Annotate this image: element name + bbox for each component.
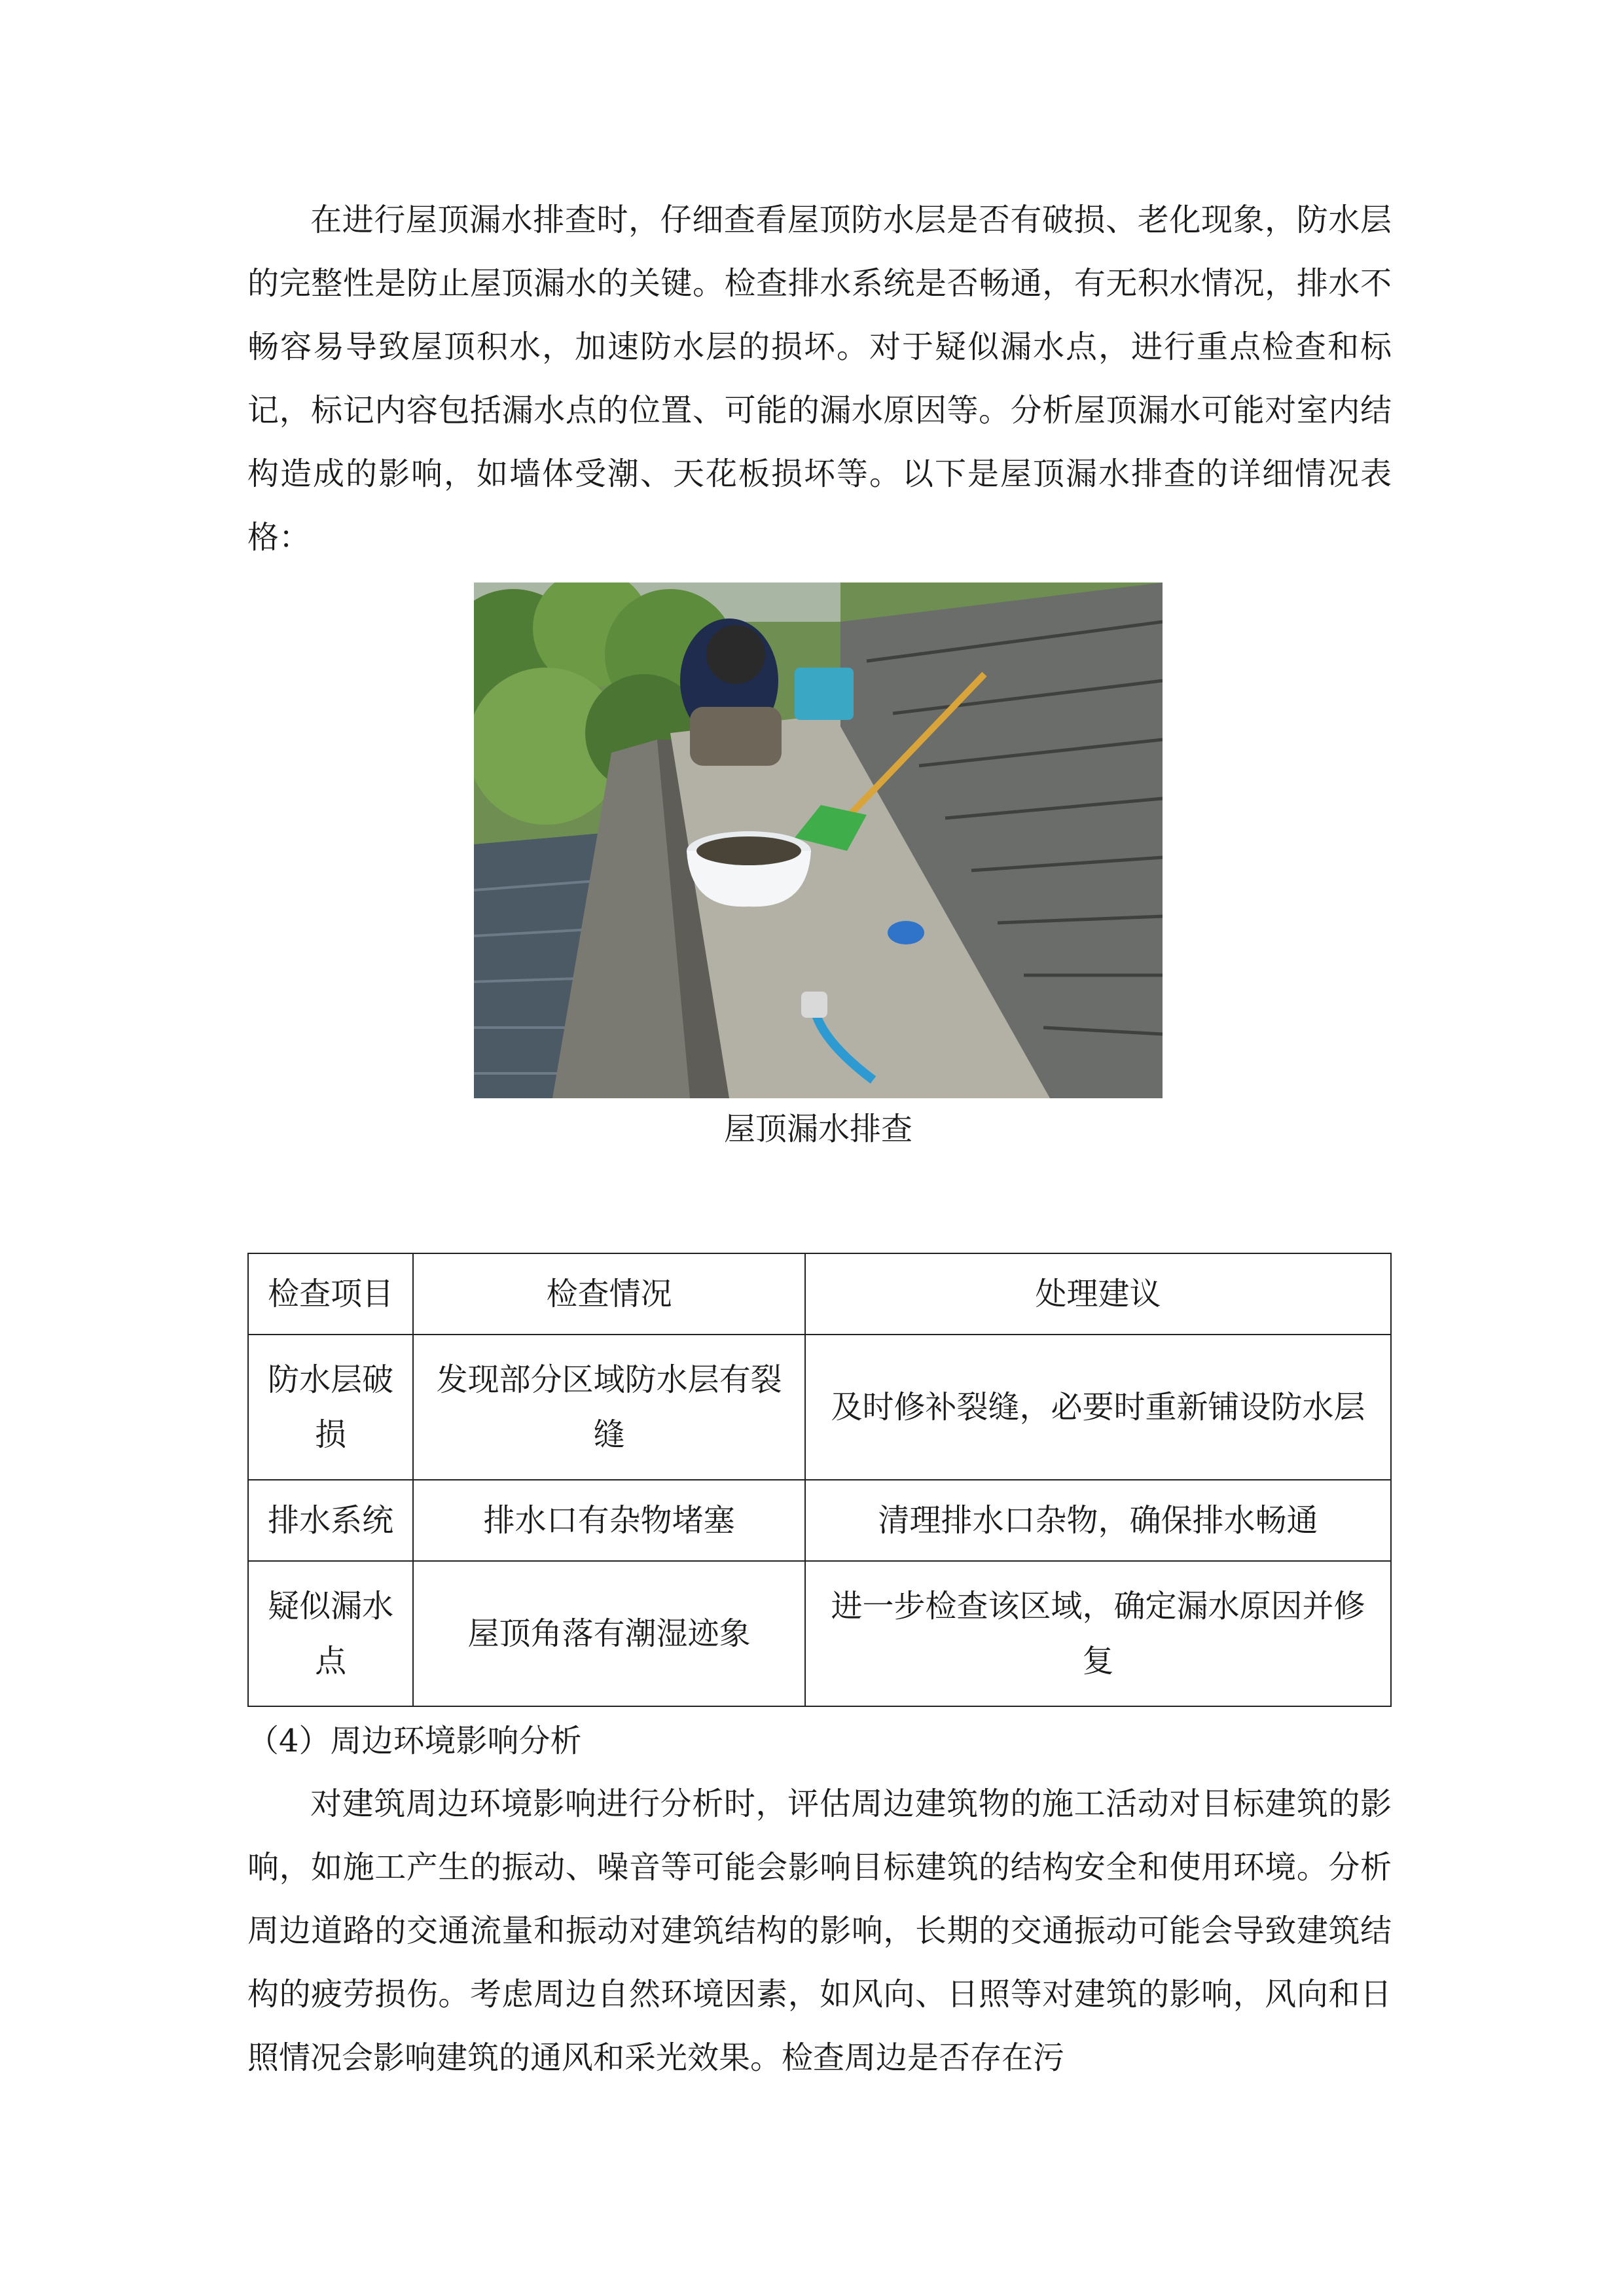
table-cell: 清理排水口杂物，确保排水畅通 xyxy=(805,1480,1391,1561)
table-header-row xyxy=(248,1253,1391,1335)
environment-paragraph: 对建筑周边环境影响进行分析时，评估周边建筑物的施工活动对目标建筑的影响，如施工产生的振动、噪音等可能会影响目标建筑的结构安全和使用环境。分析周边道路的交通流量和振动对建筑结构的影响，长期的交通振动可能会导致建筑结构的疲劳损伤。考虑周边自然环境因素，如风向、日照等对建筑的影响，风向和日照情况会影响建筑的通风和采光效果。检查周边是否存在污 xyxy=(247,1785,1392,2076)
intro-paragraph: 在进行屋顶漏水排查时，仔细查看屋顶防水层是否有破损、老化现象，防水层的完整性是防止屋顶漏水的关键。检查排水系统是否畅通，有无积水情况，排水不畅容易导致屋顶积水，加速防水层的损坏。对于疑似漏水点，进行重点检查和标记，标记内容包括漏水点的位置、可能的漏水原因等。分析屋顶漏水可能对室内结构造成的影响，如墙体受潮、天花板损坏等。以下是屋顶漏水排查的详细情况表格： xyxy=(247,202,1392,556)
table-header-cell: 检查情况 xyxy=(413,1253,805,1335)
table-cell: 排水口有杂物堵塞 xyxy=(413,1480,805,1561)
table-cell: 进一步检查该区域，确定漏水原因并修复 xyxy=(805,1561,1391,1706)
table-row xyxy=(248,1480,1391,1561)
table-row xyxy=(248,1561,1391,1706)
inspection-table xyxy=(247,1253,1392,1707)
table-cell: 防水层破损 xyxy=(248,1335,413,1480)
table-header-cell: 检查项目 xyxy=(248,1253,413,1335)
table-cell: 排水系统 xyxy=(248,1480,413,1561)
figure-caption: 屋顶漏水排查 xyxy=(723,1111,912,1147)
section-heading: （4）周边环境影响分析 xyxy=(247,1723,582,1759)
table-cell: 疑似漏水点 xyxy=(248,1561,413,1706)
table-row xyxy=(248,1335,1391,1480)
table-cell: 屋顶角落有潮湿迹象 xyxy=(413,1561,805,1706)
roof-inspection-photo xyxy=(474,583,1163,1098)
table-header-cell: 处理建议 xyxy=(805,1253,1391,1335)
table-cell: 发现部分区域防水层有裂缝 xyxy=(413,1335,805,1480)
table-cell: 及时修补裂缝，必要时重新铺设防水层 xyxy=(805,1335,1391,1480)
